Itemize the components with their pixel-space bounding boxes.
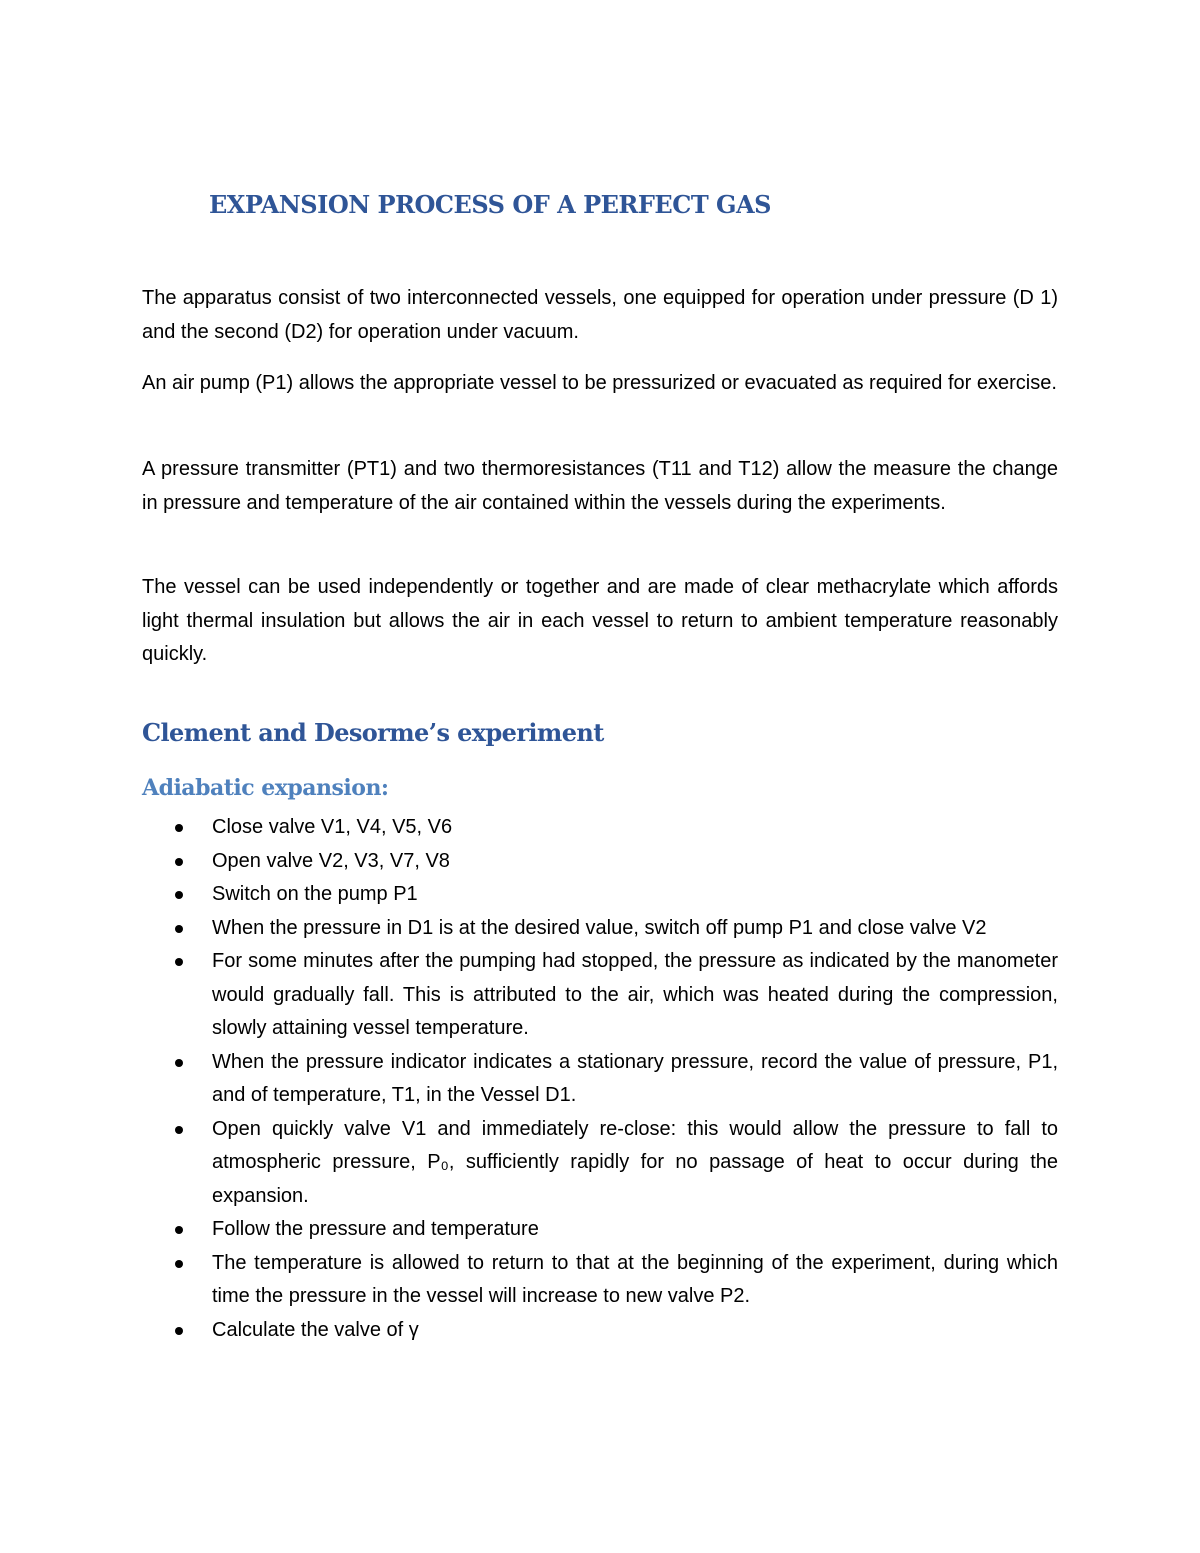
step-text: When the pressure in D1 is at the desired value, switch off pump P1 and close valve V2: [212, 916, 987, 939]
list-item: [142, 1247, 1058, 1314]
list-item: [142, 945, 1058, 1046]
step-text: Follow the pressure and temperature: [212, 1218, 539, 1240]
bullet-icon: [175, 1059, 183, 1067]
list-item: [142, 878, 1058, 912]
step-text: Switch on the pump P1: [212, 883, 418, 905]
list-item: [142, 912, 1058, 946]
document-title: EXPANSION PROCESS OF A PERFECT GAS: [209, 190, 771, 219]
bullet-icon: [175, 1327, 183, 1335]
step-text: The temperature is allowed to return to that at the beginning of the experiment, during which time the pressure in the vessel will increase to new valve P2.: [212, 1251, 1058, 1307]
step-text: When the pressure indicator indicates a stationary pressure, record the value of pressure, P1, and of temperature, T1, in the Vessel D1.: [212, 1050, 1058, 1106]
subsection-heading: Adiabatic expansion:: [142, 775, 389, 801]
step-text: Open valve V2, V3, V7, V8: [212, 849, 450, 872]
bullet-icon: [175, 1260, 183, 1268]
section-heading: Clement and Desorme’s experiment: [142, 718, 604, 747]
procedure-steps-list: [142, 811, 1058, 1347]
step-text: For some minutes after the pumping had stopped, the pressure as indicated by the manometer would gradually fall. This is attributed to the air, which was heated during the compression, slowly attaining vessel temperature.: [212, 950, 1058, 1039]
bullet-icon: [175, 891, 183, 899]
bullet-icon: [175, 858, 183, 866]
paragraph-vessel-material: The vessel can be used independently or together and are made of clear methacrylate which affords light thermal insulation but allows the air in each vessel to return to ambient temperature reasonably quickly.: [142, 576, 1058, 665]
paragraph-apparatus: The apparatus consist of two interconnected vessels, one equipped for operation under pressure (D 1) and the second (D2) for operation under vacuum.: [142, 287, 1058, 343]
bullet-icon: [175, 824, 183, 832]
list-item: [142, 845, 1058, 879]
bullet-icon: [175, 1126, 183, 1134]
bullet-icon: [175, 925, 183, 933]
list-item: [142, 1213, 1058, 1247]
list-item: [142, 1113, 1058, 1214]
bullet-icon: [175, 958, 183, 966]
step-text: Open quickly valve V1 and immediately re-close: this would allow the pressure to fall to atmospheric pressure, P₀, sufficiently rapidly for no passage of heat to occur during the expansion.: [212, 1117, 1058, 1207]
list-item: [142, 811, 1058, 845]
step-text: Calculate the valve of γ: [212, 1318, 419, 1341]
step-text: Close valve V1, V4, V5, V6: [212, 816, 453, 838]
paragraph-transmitter: A pressure transmitter (PT1) and two thermoresistances (T11 and T12) allow the measure the change in pressure and temperature of the air contained within the vessels during the experiments.: [142, 458, 1058, 514]
list-item: [142, 1046, 1058, 1113]
paragraph-air-pump: An air pump (P1) allows the appropriate vessel to be pressurized or evacuated as required for exercise.: [142, 372, 1057, 394]
list-item: [142, 1314, 1058, 1348]
bullet-icon: [175, 1226, 183, 1234]
